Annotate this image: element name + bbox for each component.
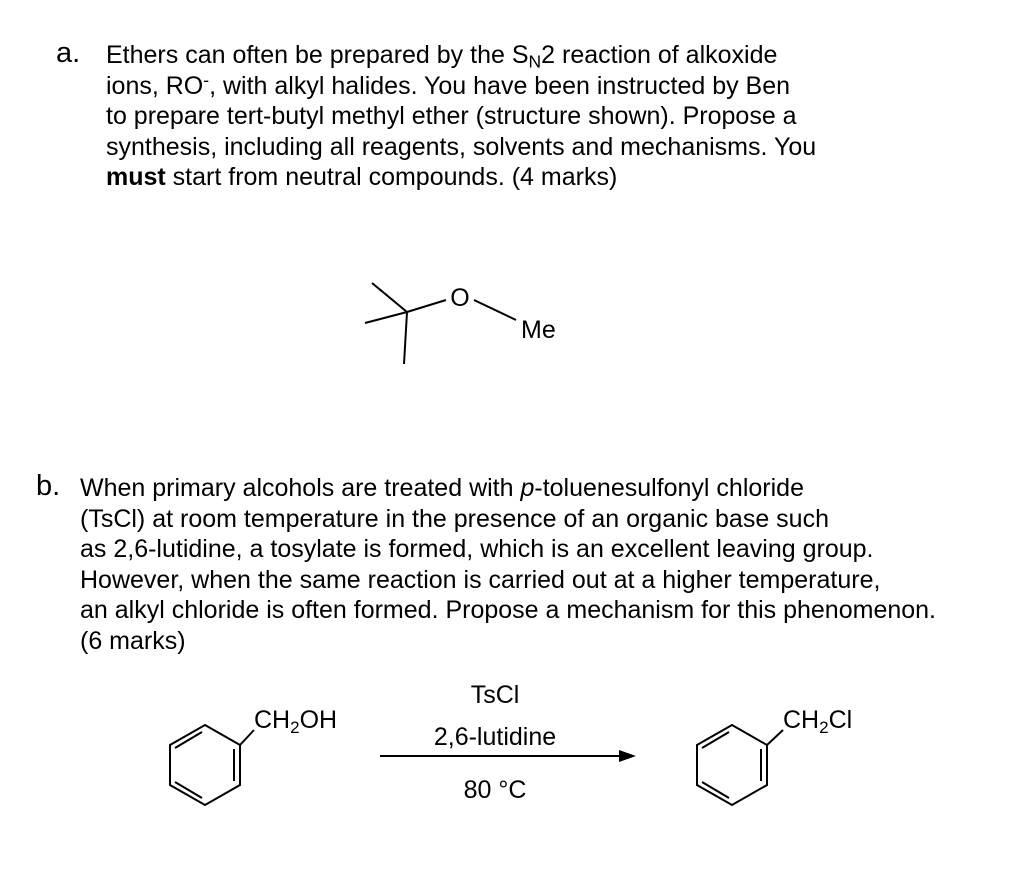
question-a-line-3: to prepare tert-butyl methyl ether (structure shown). Propose a	[106, 102, 797, 130]
question-b-marker: b.	[36, 470, 61, 502]
question-a-marker: a.	[56, 37, 81, 69]
emphasis-must: must	[106, 163, 166, 191]
question-b-line-4: However, when the same reaction is carried out at a higher temperature,	[80, 565, 881, 594]
reactant-ch2oh-label: $CH_2OH$	[254, 706, 338, 737]
question-a-line-4: synthesis, including all reagents, solvents and mechanisms. You	[106, 132, 817, 161]
product-benzene-ring	[697, 725, 783, 805]
question-a-line-5: must start from neutral compounds. (4 marks)	[106, 163, 618, 191]
question-a-line-2: ions, RO-, with alkyl halides. You have been instructed by Ben	[106, 69, 791, 100]
methyl-label: Me	[521, 316, 556, 344]
reagent-lutidine: 2,6-lutidine	[433, 723, 557, 751]
question-b-line-6: (6 marks)	[80, 626, 186, 655]
question-b-line-2: (TsCl) at room temperature in the presence of an organic base such	[80, 504, 829, 533]
reactant-benzene-ring	[170, 725, 254, 805]
reagent-tscl: TsCl	[470, 681, 520, 709]
question-a-line-1: Ethers can often be prepared by the $S_N2$ reaction of alkoxide	[106, 41, 778, 72]
question-b-line-1: When primary alcohols are treated with p-toluenesulfonyl chloride	[80, 474, 804, 502]
oxygen-label: O	[450, 284, 470, 312]
question-b-line-3: as 2,6-lutidine, a tosylate is formed, which is an excellent leaving group.	[80, 535, 874, 563]
reaction-arrow	[380, 750, 636, 762]
reaction-temperature: 80 °C	[463, 776, 527, 804]
product-ch2cl-label: $CH_2Cl$	[783, 706, 853, 737]
question-b-line-5: an alkyl chloride is often formed. Propose a mechanism for this phenomenon.	[80, 596, 937, 624]
